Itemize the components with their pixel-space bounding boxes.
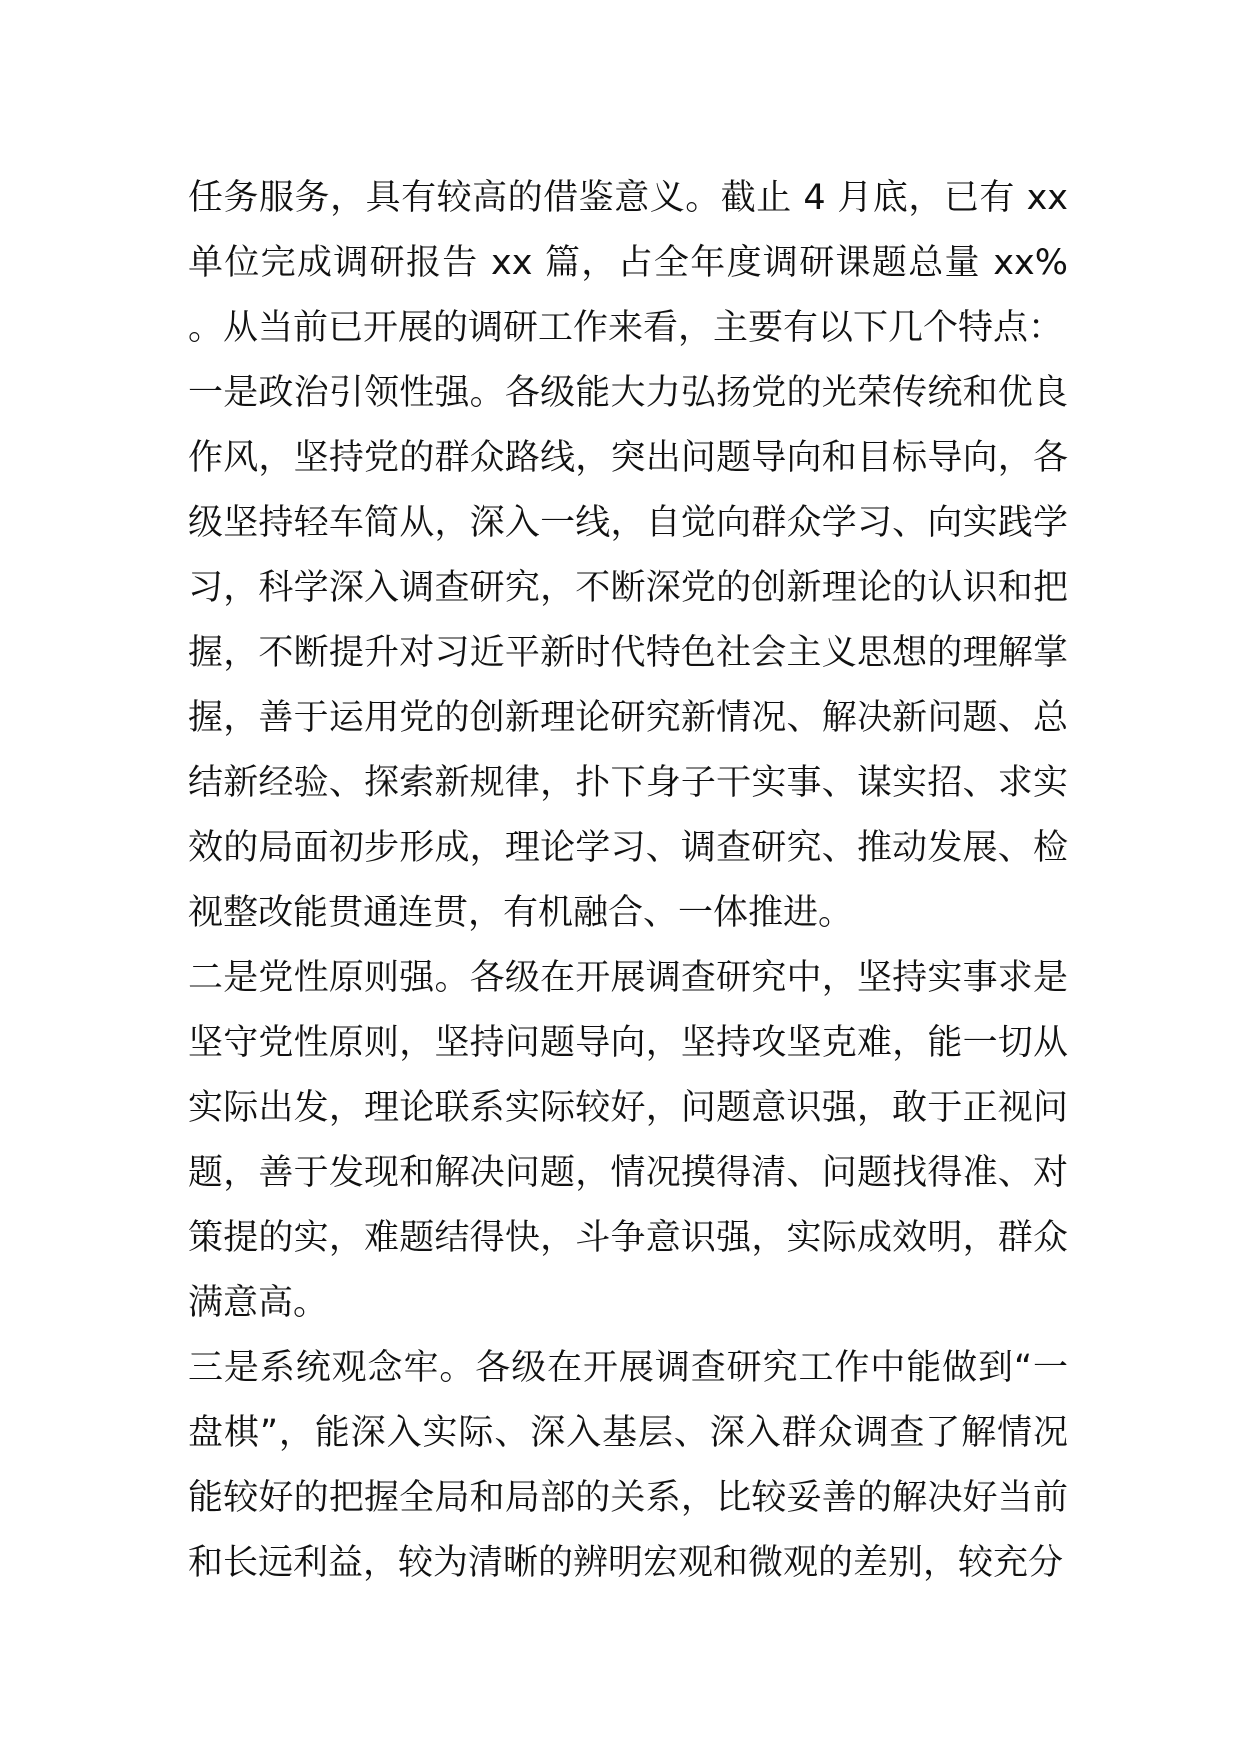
paragraph-system-concept: 三是系统观念牢。各级在开展调查研究工作中能做到“一盘棋”，能深入实际、深入基层、深入群众调查了解情况能较好的把握全局和局部的关系，比较妥善的解决好当前和长远利益，较为清晰的辨明宏观和微观的差别，较充分 xyxy=(188,1348,1068,1583)
paragraph-political-leadership: 一是政治引领性强。各级能大力弘扬党的光荣传统和优良作风，坚持党的群众路线，突出问题导向和目标导向，各级坚持轻车简从，深入一线，自觉向群众学习、向实践学习，科学深入调查研究，不断深党的创新理论的认识和把握，不断提升对习近平新时代特色社会主义思想的理解掌握，善于运用党的创新理论研究新情况、解决新问题、总结新经验、探索新规律，扑下身子干实事、谋实招、求实效的局面初步形成，理论学习、调查研究、推动发展、检视整改能贯通连贯，有机融合、一体推进。 xyxy=(188,373,1068,933)
document-body xyxy=(188,166,1068,1596)
paragraph-party-principle: 二是党性原则强。各级在开展调查研究中，坚持实事求是坚守党性原则，坚持问题导向，坚持攻坚克难，能一切从实际出发，理论联系实际较好，问题意识强，敢于正视问题，善于发现和解决问题，情况摸得清、问题找得准、对策提的实，难题结得快，斗争意识强，实际成效明，群众满意高。 xyxy=(188,958,1068,1323)
paragraph-intro: 任务服务，具有较高的借鉴意义。截止 4 月底，已有 xx 单位完成调研报告 xx 篇，占全年度调研课题总量 xx%。从当前已开展的调研工作来看，主要有以下几个特点： xyxy=(188,178,1068,348)
